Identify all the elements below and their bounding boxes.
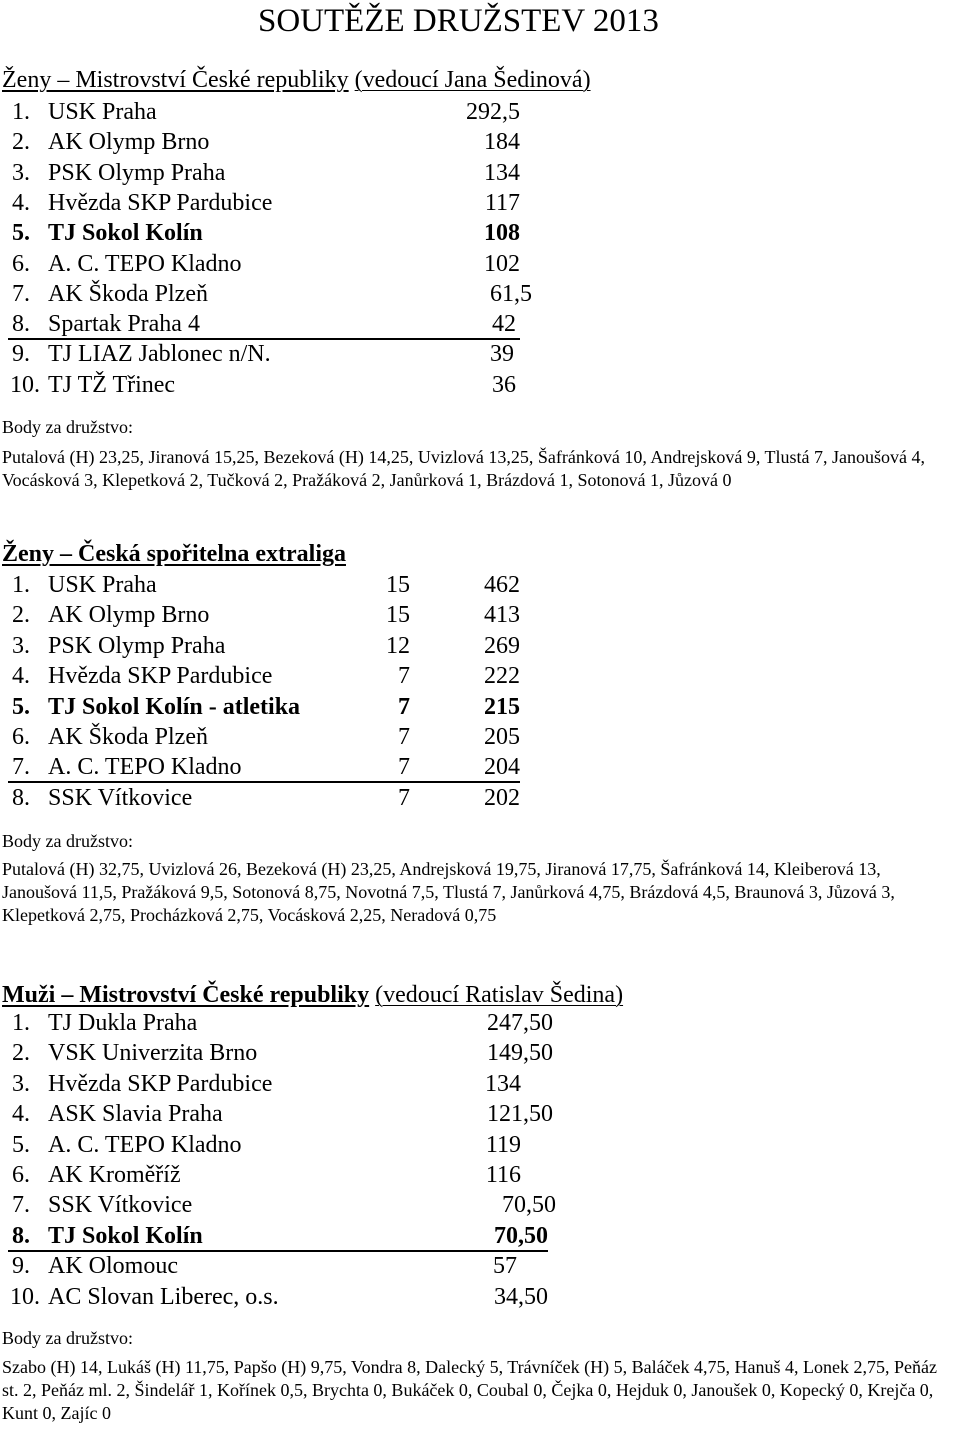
points-label: Body za družstvo: xyxy=(2,1328,133,1348)
score-cell: 222 xyxy=(484,663,520,689)
section-heading-women-championship xyxy=(2,68,591,92)
score-cell: 70,50 xyxy=(502,1192,556,1218)
score-cell: 70,50 xyxy=(494,1223,548,1249)
score-cell: 57 xyxy=(493,1253,517,1279)
team-cell: TJ Sokol Kolín xyxy=(48,1223,203,1249)
team-cell: AK Olomouc xyxy=(48,1253,178,1279)
team-cell: A. C. TEPO Kladno xyxy=(48,1132,242,1158)
rank-cell: 7. xyxy=(12,754,30,780)
team-cell: SSK Vítkovice xyxy=(48,785,193,811)
score-cell: 34,50 xyxy=(494,1284,548,1310)
rank-cell: 8. xyxy=(12,785,30,811)
rank-cell: 2. xyxy=(12,602,30,628)
team-cell: Hvězda SKP Pardubice xyxy=(48,663,273,689)
rank-cell: 3. xyxy=(12,160,30,186)
rank-cell: 8. xyxy=(12,311,30,337)
team-cell: AK Škoda Plzeň xyxy=(48,281,208,307)
score-cell: 102 xyxy=(484,251,520,277)
points-paragraph: Putalová (H) 23,25, Jiranová 15,25, Bezeková (H) 14,25, Uvizlová 13,25, Šafránková 10, Andrejsková 9, Tlustá 7, Janoušová 4, Vocásková 3, Klepetková 2, Tučková 2, Pražáková 2, Janůrková 1, Brázdová 1, Sotonová 1, Jůzová 0 xyxy=(2,447,925,490)
section-heading-note: (vedoucí Ratislav Šedina) xyxy=(375,982,624,1008)
meets-cell: 7 xyxy=(398,724,410,750)
score-cell: 292,5 xyxy=(466,99,520,125)
points-paragraph: Szabo (H) 14, Lukáš (H) 11,75, Papšo (H) 9,75, Vondra 8, Dalecký 5, Trávníček (H) 5, Baláček 4,75, Hanuš 4, Lonek 2,75, Peňáz st. 2, Peňáz ml. 2, Šindelář 1, Kořínek 0,5, Brychta 0, Bukáček 0, Coubal 0, Čejka 0, Hejduk 0, Janoušek 0, Kopecký 0, Krejča 0, Kunt 0, Zajíc 0 xyxy=(2,1357,937,1423)
rank-cell: 4. xyxy=(12,190,30,216)
score-cell: 36 xyxy=(492,372,516,398)
team-cell: TJ TŽ Třinec xyxy=(48,372,176,398)
section-heading-text: Muži – Mistrovství České republiky xyxy=(2,982,370,1008)
team-cell: VSK Univerzita Brno xyxy=(48,1040,258,1066)
meets-cell: 15 xyxy=(386,572,410,598)
team-cell: USK Praha xyxy=(48,572,157,598)
section-heading-text: Ženy – Česká spořitelna extraliga xyxy=(2,541,346,567)
rank-cell: 3. xyxy=(12,1071,30,1097)
points-label: Body za družstvo: xyxy=(2,417,133,437)
section-heading-note: (vedoucí Jana Šedinová) xyxy=(354,67,591,93)
meets-cell: 12 xyxy=(386,633,410,659)
rank-cell: 1. xyxy=(12,99,30,125)
team-cell: AK Škoda Plzeň xyxy=(48,724,208,750)
row-underline xyxy=(8,338,520,340)
points-paragraph: Putalová (H) 32,75, Uvizlová 26, Bezeková (H) 23,25, Andrejsková 19,75, Jiranová 17,75, Šafránková 14, Kleiberová 13, Janoušová 11,5, Pražáková 9,5, Sotonová 8,75, Novotná 7,5, Tlustá 7, Janůrková 4,75, Brázdová 4,5, Braunová 3, Jůzová 3, Klepetková 2,75, Procházková 2,75, Vocásková 2,25, Neradová 0,75 xyxy=(2,859,895,925)
rank-cell: 9. xyxy=(12,341,30,367)
row-underline xyxy=(8,781,520,783)
rank-cell: 10. xyxy=(10,1284,40,1310)
score-cell: 269 xyxy=(484,633,520,659)
rank-cell: 10. xyxy=(10,372,40,398)
rank-cell: 4. xyxy=(12,1101,30,1127)
team-cell: AC Slovan Liberec, o.s. xyxy=(48,1284,279,1310)
score-cell: 134 xyxy=(485,1071,521,1097)
rank-cell: 6. xyxy=(12,1162,30,1188)
rank-cell: 9. xyxy=(12,1253,30,1279)
score-cell: 121,50 xyxy=(487,1101,553,1127)
team-cell: TJ Sokol Kolín xyxy=(48,220,203,246)
meets-cell: 7 xyxy=(398,785,410,811)
score-cell: 462 xyxy=(484,572,520,598)
team-cell: ASK Slavia Praha xyxy=(48,1101,223,1127)
rank-cell: 2. xyxy=(12,129,30,155)
score-cell: 116 xyxy=(485,1162,521,1188)
meets-cell: 7 xyxy=(398,754,410,780)
rank-cell: 5. xyxy=(12,694,30,720)
score-cell: 42 xyxy=(492,311,516,337)
rank-cell: 7. xyxy=(12,281,30,307)
score-cell: 149,50 xyxy=(487,1040,553,1066)
score-cell: 39 xyxy=(490,341,514,367)
row-underline xyxy=(8,1250,548,1252)
rank-cell: 7. xyxy=(12,1192,30,1218)
team-cell: TJ LIAZ Jablonec n/N. xyxy=(48,341,271,367)
team-cell: Hvězda SKP Pardubice xyxy=(48,1071,273,1097)
rank-cell: 5. xyxy=(12,220,30,246)
score-cell: 117 xyxy=(484,190,520,216)
rank-cell: 5. xyxy=(12,1132,30,1158)
section-heading-men-championship xyxy=(2,983,623,1007)
rank-cell: 6. xyxy=(12,251,30,277)
meets-cell: 15 xyxy=(386,602,410,628)
meets-cell: 7 xyxy=(398,694,410,720)
meets-cell: 7 xyxy=(398,663,410,689)
rank-cell: 4. xyxy=(12,663,30,689)
team-cell: PSK Olymp Praha xyxy=(48,160,226,186)
section-heading-text: Ženy – Mistrovství České republiky xyxy=(2,67,349,93)
team-cell: SSK Vítkovice xyxy=(48,1192,193,1218)
score-cell: 134 xyxy=(484,160,520,186)
rank-cell: 8. xyxy=(12,1223,30,1249)
points-label: Body za družstvo: xyxy=(2,831,133,851)
team-cell: TJ Sokol Kolín - atletika xyxy=(48,694,301,720)
score-cell: 215 xyxy=(484,694,520,720)
team-cell: A. C. TEPO Kladno xyxy=(48,251,242,277)
rank-cell: 1. xyxy=(12,572,30,598)
team-cell: AK Olymp Brno xyxy=(48,129,210,155)
score-cell: 247,50 xyxy=(487,1010,553,1036)
team-cell: USK Praha xyxy=(48,99,157,125)
score-cell: 202 xyxy=(484,785,520,811)
team-cell: Hvězda SKP Pardubice xyxy=(48,190,273,216)
score-cell: 413 xyxy=(484,602,520,628)
score-cell: 184 xyxy=(484,129,520,155)
rank-cell: 6. xyxy=(12,724,30,750)
score-cell: 204 xyxy=(484,754,520,780)
team-cell: AK Olymp Brno xyxy=(48,602,210,628)
team-cell: AK Kroměříž xyxy=(48,1162,181,1188)
team-cell: PSK Olymp Praha xyxy=(48,633,226,659)
team-cell: Spartak Praha 4 xyxy=(48,311,200,337)
rank-cell: 2. xyxy=(12,1040,30,1066)
score-cell: 108 xyxy=(484,220,520,246)
section-heading-women-extraliga xyxy=(2,542,346,566)
team-cell: TJ Dukla Praha xyxy=(48,1010,198,1036)
score-cell: 61,5 xyxy=(490,281,532,307)
score-cell: 119 xyxy=(485,1132,521,1158)
team-cell: A. C. TEPO Kladno xyxy=(48,754,242,780)
rank-cell: 1. xyxy=(12,1010,30,1036)
score-cell: 205 xyxy=(484,724,520,750)
page-title: SOUTĚŽE DRUŽSTEV 2013 xyxy=(258,3,659,39)
rank-cell: 3. xyxy=(12,633,30,659)
